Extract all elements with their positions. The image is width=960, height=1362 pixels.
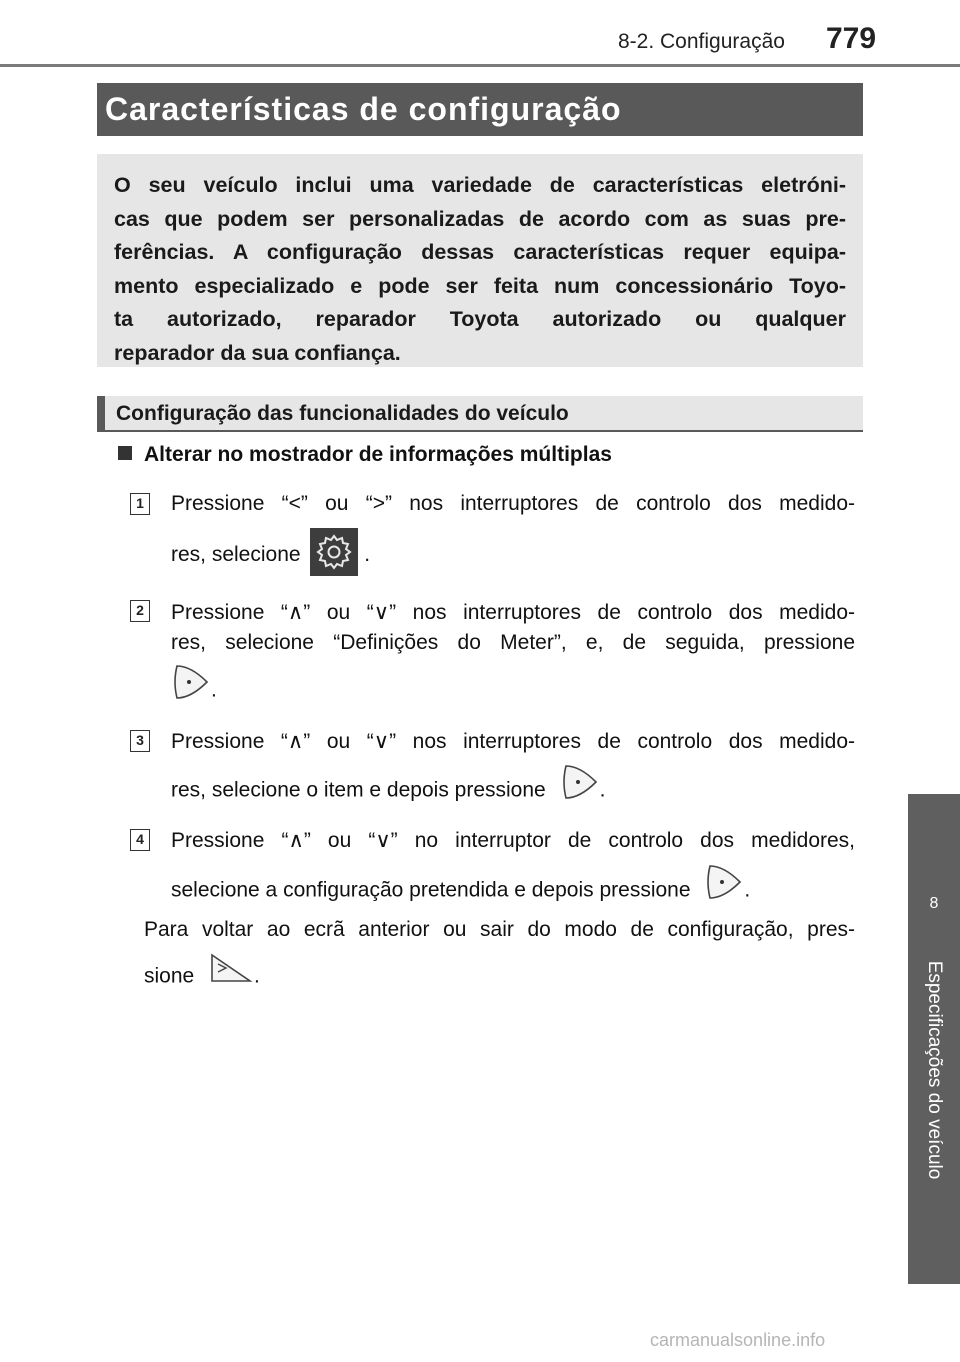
step-1-end: . (364, 543, 371, 566)
page-title: Características de configuração (97, 83, 863, 136)
step-3-end: . (599, 778, 606, 802)
step-3-line-1: Pressione “∧” ou “∨” nos interruptores de controlo dos medido- (171, 730, 855, 753)
step-2-line-2: res, selecione “Definições do Meter”, e, de seguida, pressione (171, 631, 855, 654)
header-rule (0, 64, 960, 67)
intro-line: O seu veículo inclui uma variedade de características eletróni- (114, 173, 846, 197)
gear-icon (310, 528, 358, 576)
subsection-title: Configuração das funcionalidades do veículo (97, 396, 863, 432)
page-number: 779 (826, 22, 877, 55)
intro-line: ta autorizado, reparador Toyota autorizado ou qualquer (114, 307, 846, 331)
step-3-line-2 (171, 762, 605, 820)
intro-line: cas que podem ser personalizadas de acordo com as suas pre- (114, 206, 846, 231)
step-number-3: 3 (130, 730, 150, 752)
heading-text: Alterar no mostrador de informações múltiplas (144, 443, 612, 466)
section-label: 8-2. Configuração (618, 30, 785, 53)
step-2-line-1: Pressione “∧” ou “∨” nos interruptores de controlo dos medido- (171, 601, 855, 624)
note-line-2 (144, 950, 260, 1004)
chapter-number: 8 (929, 895, 939, 912)
intro-line: reparador da sua confiança. (114, 340, 401, 365)
intro-line: ferências. A configuração dessas características requer equipa- (114, 240, 846, 264)
step-number-2: 2 (130, 600, 150, 622)
step-2-line-3 (171, 662, 217, 720)
watermark: carmanualsonline.info (650, 1330, 826, 1350)
step-number-1: 1 (130, 493, 150, 515)
step-number-4: 4 (130, 829, 150, 851)
back-button-icon (208, 950, 254, 1004)
step-1-text: res, selecione (171, 543, 301, 566)
step-2-end: . (211, 678, 217, 702)
chapter-label: Especificações do veículo (924, 960, 945, 1180)
intro-box (97, 154, 863, 367)
ok-button-icon (171, 662, 211, 720)
intro-line: mento especializado e pode ser feita num concessionário Toyo- (114, 273, 846, 298)
note-end: . (254, 964, 260, 988)
step-4-line-1: Pressione “∧” ou “∨” no interruptor de controlo dos medidores, (171, 829, 855, 852)
ok-button-icon (560, 762, 600, 820)
note-line-1: Para voltar ao ecrã anterior ou sair do modo de configuração, pres- (144, 918, 855, 941)
bullet-square (118, 446, 132, 460)
step-4-end: . (744, 878, 751, 902)
step-1-line-1: Pressione “<” ou “>” nos interruptores de controlo dos medido- (171, 492, 855, 515)
step-1-line-2 (171, 531, 370, 579)
step-4-text: selecione a configuração pretendida e depois pressione (171, 878, 691, 902)
procedure-heading (118, 443, 612, 467)
step-3-text: res, selecione o item e depois pressione (171, 778, 546, 802)
note-text: sione (144, 964, 195, 988)
